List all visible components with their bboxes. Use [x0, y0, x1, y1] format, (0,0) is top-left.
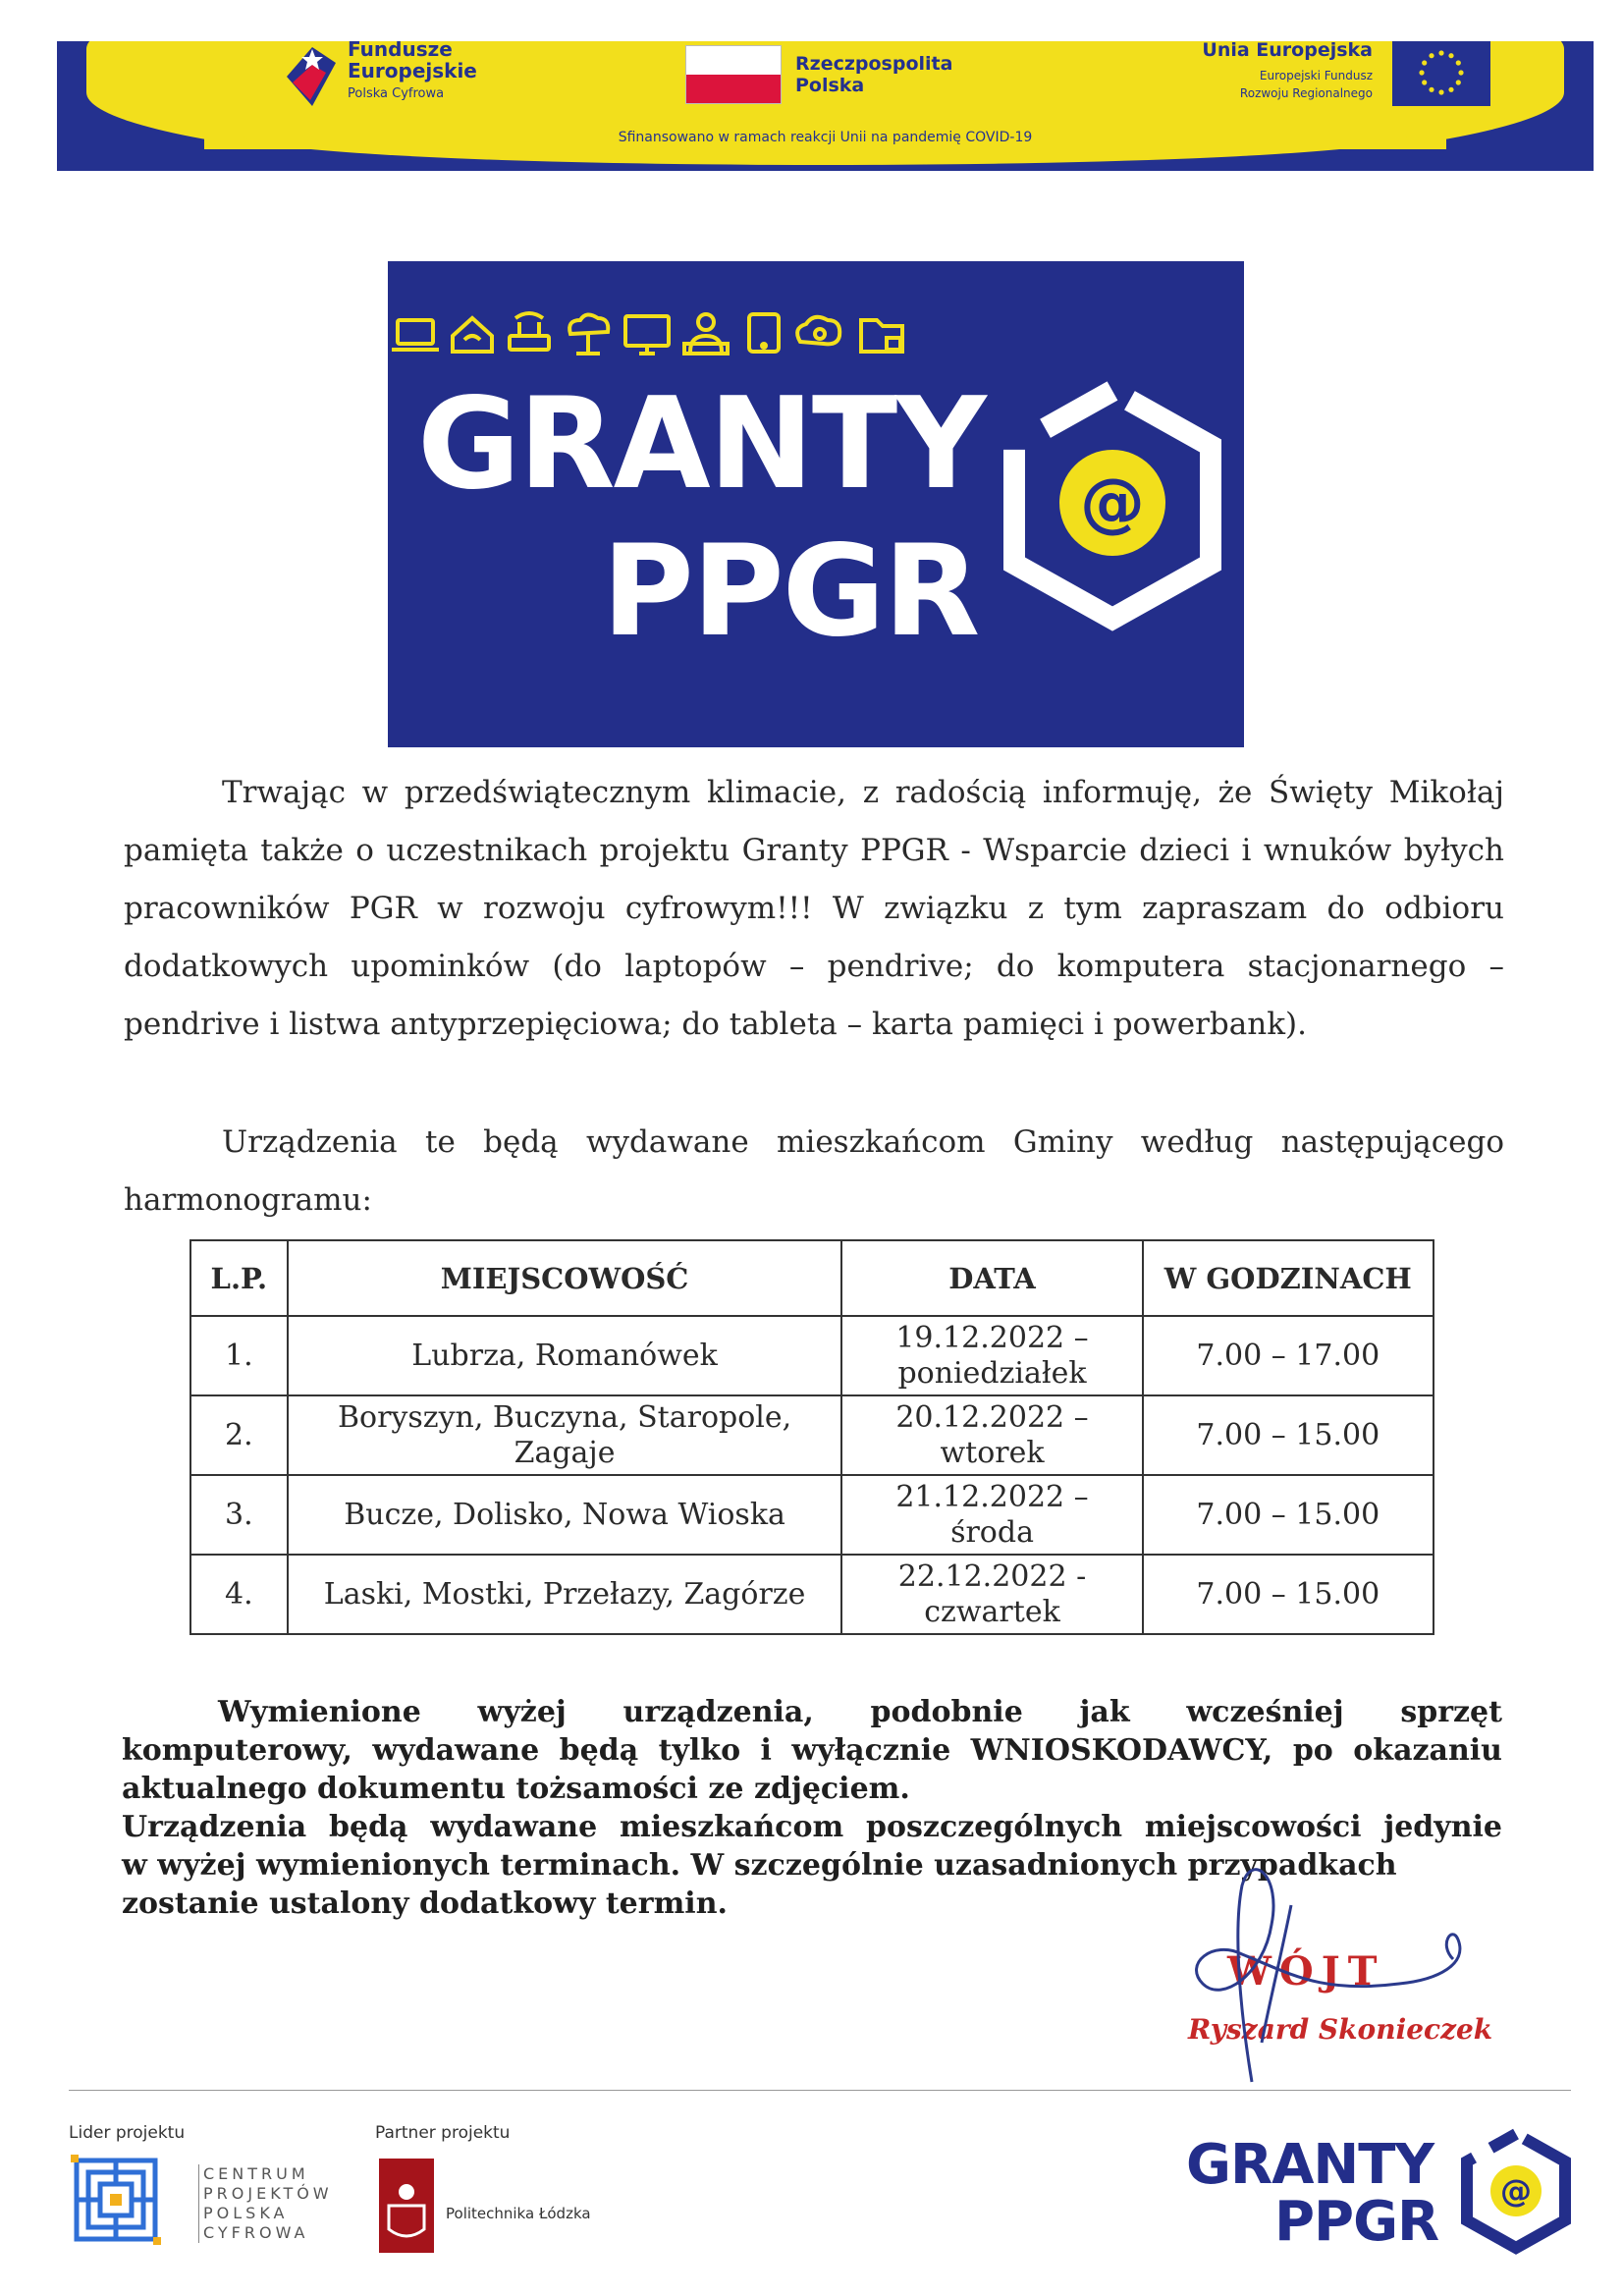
cell-godziny: 7.00 – 15.00 — [1143, 1555, 1434, 1634]
schedule-intro-paragraph — [124, 1114, 1504, 1230]
eu-funding-banner — [57, 41, 1594, 171]
header-lp: L.P. — [190, 1240, 288, 1316]
cell-godziny: 7.00 – 17.00 — [1143, 1316, 1434, 1395]
footer-logo-granty: GRANTY — [1186, 2133, 1434, 2197]
svg-text:@: @ — [1500, 2172, 1532, 2210]
notice-line5: w wyżej wymienionych terminach. W szczególnie uzasadnionych przypadkach — [122, 1848, 1397, 1883]
table-header-row — [190, 1240, 1434, 1316]
footer-hexagon-at-icon — [1457, 2126, 1575, 2256]
schedule-table — [189, 1239, 1434, 1635]
notice-line4: Urządzenia będą wydawane mieszkańcom poszczególnych miejscowości jedynie — [122, 1810, 1502, 1844]
cell-miejscowosc: Laski, Mostki, Przełazy, Zagórze — [288, 1555, 842, 1634]
folder-icon — [861, 320, 902, 352]
cell-lp: 3. — [190, 1475, 288, 1555]
table-row — [190, 1316, 1434, 1395]
header-data: DATA — [841, 1240, 1142, 1316]
router-icon — [510, 313, 549, 350]
table-row — [190, 1395, 1434, 1475]
hero-icon-row — [392, 308, 942, 359]
home-wifi-icon — [453, 318, 492, 352]
intro-paragraph-text: Trwając w przedświątecznym klimacie, z radością informuję, że Święty Mikołaj pamięta także o uczestnikach projektu Granty PPGR - Wsparcie dzieci i wnuków byłych pracowników PGR w rozwoju cyfrowym!!! W związku z tym zapraszam do odbioru dodatkowych upominków (do laptopów – pendrive; do komputera stacjonarnego – pendrive i listwa antyprzepięciowa; do tableta – karta pamięci i powerbank). — [124, 775, 1504, 1042]
rp-line2: Polska — [795, 75, 865, 96]
footer-logo-ppgr: PPGR — [1274, 2190, 1439, 2254]
notice-line3: aktualnego dokumentu tożsamości ze zdjęciem. — [122, 1772, 910, 1806]
handwritten-signature — [1173, 1846, 1478, 2092]
header-miejscowosc: MIEJSCOWOŚĆ — [288, 1240, 842, 1316]
laptop-icon — [392, 320, 439, 350]
table-row — [190, 1555, 1434, 1634]
person-computer-icon — [684, 314, 728, 354]
covid-funding-note: Sfinansowano w ramach reakcji Unii na pandemię COVID-19 — [618, 130, 1033, 145]
footer-lider-label: Lider projektu — [69, 2123, 186, 2143]
fe-line1: Fundusze — [348, 41, 453, 61]
schedule-intro-text: Urządzenia te będą wydawane mieszkańcom Gminy według następującego harmonogramu: — [124, 1124, 1504, 1218]
cell-godziny: 7.00 – 15.00 — [1143, 1395, 1434, 1475]
eu-line2: Europejski Fundusz — [1259, 69, 1373, 82]
cell-data: 22.12.2022 - czwartek — [841, 1555, 1142, 1634]
cell-godziny: 7.00 – 15.00 — [1143, 1475, 1434, 1555]
polish-flag-icon — [685, 45, 782, 104]
eu-flag-icon — [1392, 41, 1490, 106]
notice-line1: Wymienione wyżej urządzenia, podobnie jak wcześniej sprzęt — [218, 1695, 1502, 1729]
hero-title-granty: GRANTY — [417, 371, 985, 518]
cell-miejscowosc: Boryszyn, Buczyna, Staropole, Zagaje — [288, 1395, 842, 1475]
footer-divider — [69, 2090, 1571, 2091]
intro-paragraph — [124, 764, 1504, 1054]
signature-stamp-title: WÓJT — [1227, 1948, 1385, 1995]
at-symbol: @ — [1080, 465, 1145, 540]
cloud-network-icon — [569, 314, 608, 354]
politechnika-lodzka-crest-icon — [379, 2159, 434, 2253]
hexagon-at-icon — [995, 377, 1230, 632]
cell-miejscowosc: Bucze, Dolisko, Nowa Wioska — [288, 1475, 842, 1555]
tablet-icon — [749, 314, 779, 352]
cell-lp: 4. — [190, 1555, 288, 1634]
header-godziny: W GODZINACH — [1143, 1240, 1434, 1316]
rp-line1: Rzeczpospolita — [795, 53, 953, 75]
eu-line1: Unia Europejska — [1202, 41, 1373, 61]
hero-title-ppgr: PPGR — [602, 519, 979, 665]
cell-miejscowosc: Lubrza, Romanówek — [288, 1316, 842, 1395]
fe-line2: Europejskie — [348, 59, 477, 82]
cell-data: 19.12.2022 – poniedziałek — [841, 1316, 1142, 1395]
signature-stamp-name: Ryszard Skonieczek — [1188, 2013, 1493, 2046]
notice-line6: zostanie ustalony dodatkowy termin. — [122, 1886, 728, 1921]
unia-europejska-logo — [1117, 41, 1490, 110]
politechnika-lodzka-label: Politechnika Łódzka — [446, 2205, 591, 2222]
cpf-maze-logo-icon — [67, 2151, 165, 2249]
fe-line3: Polska Cyfrowa — [348, 86, 445, 101]
cell-lp: 1. — [190, 1316, 288, 1395]
cell-data: 20.12.2022 – wtorek — [841, 1395, 1142, 1475]
footer-partner-label: Partner projektu — [375, 2123, 511, 2143]
notice-line2: komputerowy, wydawane będą tylko i wyłącznie WNIOSKODAWCY, po okazaniu — [122, 1733, 1502, 1768]
granty-ppgr-hero-logo — [388, 261, 1244, 747]
table-row — [190, 1475, 1434, 1555]
cloud-link-icon — [797, 317, 839, 345]
monitor-icon — [625, 316, 669, 354]
cell-data: 21.12.2022 – środa — [841, 1475, 1142, 1555]
cell-lp: 2. — [190, 1395, 288, 1475]
cpf-wordmark: CENTRUM PROJEKTÓW POLSKA CYFROWA — [198, 2164, 333, 2243]
fe-flag-icon — [283, 43, 340, 110]
eu-line3: Rozwoju Regionalnego — [1239, 86, 1373, 100]
